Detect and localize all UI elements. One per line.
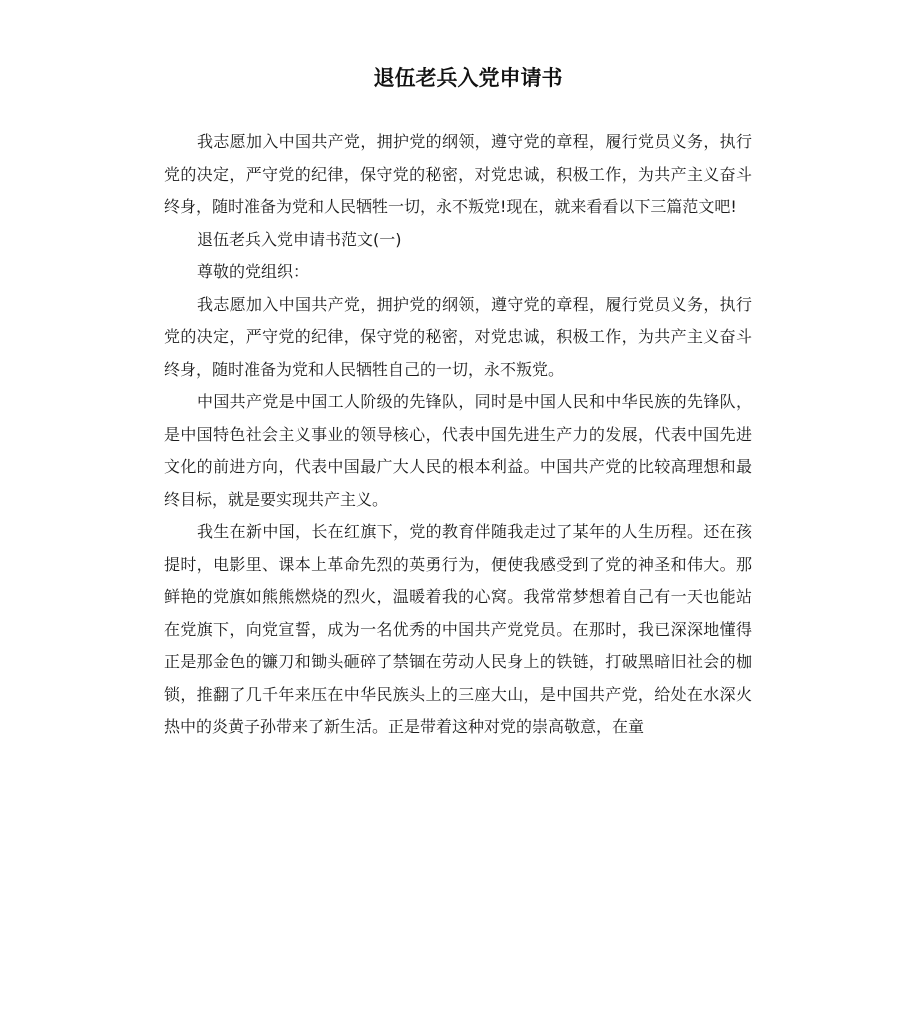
salutation: 尊敬的党组织： <box>197 262 310 281</box>
intro-paragraph: 我志愿加入中国共产党，拥护党的纲领，遵守党的章程，履行党员义务，执行党的决定，严守党的纪律，保守党的秘密，对党忠诚，积极工作，为共产主义奋斗终身，随时准备为党和人民牺牲一切，永不叛党!现在，就来看看以下三篇范文吧! <box>164 132 752 216</box>
sample-heading: 退伍老兵入党申请书范文(一) <box>197 229 402 249</box>
body-paragraph: 我生在新中国，长在红旗下，党的教育伴随我走过了某年的人生历程。还在孩提时，电影里、课本上革命先烈的英勇行为，便使我感受到了党的神圣和伟大。那鲜艳的党旗如熊熊燃烧的烈火，温暖着我的心窝。我常常梦想着自己有一天也能站在党旗下，向党宣誓，成为一名优秀的中国共产党党员。在那时，我已深深地懂得正是那金色的镰刀和锄头砸碎了禁锢在劳动人民身上的铁链，打破黑暗旧社会的枷锁，推翻了几千年来压在中华民族头上的三座大山，是中国共产党，给处在水深火热中的炎黄子孙带来了新生活。正是带着这种对党的崇高敬意，在童 <box>164 522 752 736</box>
document-body <box>164 126 752 744</box>
body-paragraph: 中国共产党是中国工人阶级的先锋队，同时是中国人民和中华民族的先锋队，是中国特色社会主义事业的领导核心，代表中国先进生产力的发展，代表中国先进文化的前进方向，代表中国最广大人民的根本利益。中国共产党的比较高理想和最终目标，就是要实现共产主义。 <box>164 392 752 509</box>
body-paragraph: 我志愿加入中国共产党，拥护党的纲领，遵守党的章程，履行党员义务，执行党的决定，严守党的纪律，保守党的秘密，对党忠诚，积极工作，为共产主义奋斗终身，随时准备为党和人民牺牲自己的一切，永不叛党。 <box>164 294 752 379</box>
document-title: 退伍老兵入党申请书 <box>373 66 563 90</box>
